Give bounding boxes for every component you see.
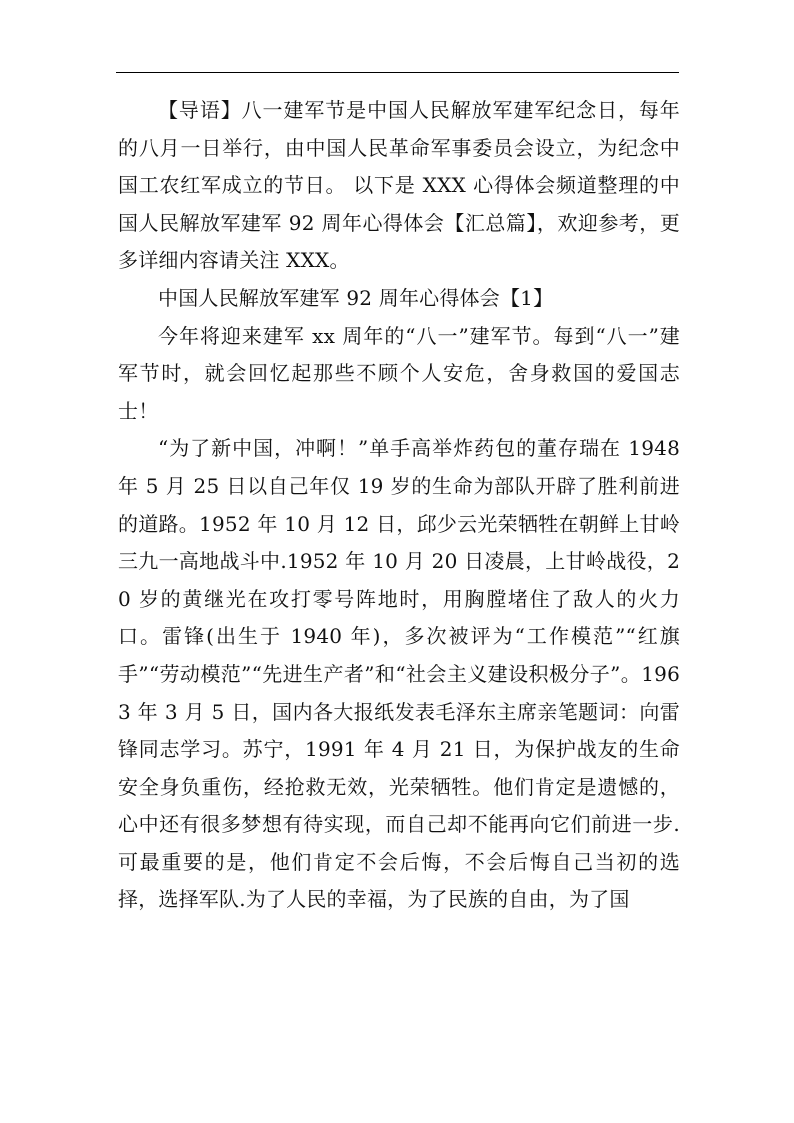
document-body xyxy=(118,92,680,919)
intro-paragraph: 【导语】八一建军节是中国人民解放军建军纪念日，每年的八月一日举行，由中国人民革命军事委员会设立，为纪念中国工农红军成立的节日。 以下是 XXX 心得体会频道整理的中国人民解放军建军 92 周年心得体会【汇总篇】，欢迎参考，更多详细内容请关注 XXX。 xyxy=(118,98,680,273)
paragraph-2: “为了新中国，冲啊！”单手高举炸药包的董存瑞在 1948 年 5 月 25 日以自己年仅 19 岁的生命为部队开辟了胜利前进的道路。1952 年 10 月 12 日，邱少云光荣牺牲在朝鲜上甘岭三九一高地战斗中.1952 年 10 月 20 日凌晨，上甘岭战役，20 岁的黄继光在攻打零号阵地时，用胸膛堵住了敌人的火力口。雷锋(出生于 1940 年)，多次被评为“工作模范”“红旗手”“劳动模范”“先进生产者”和“社会主义建设积极分子”。1963 年 3 月 5 日，国内各大报纸发表毛泽东主席亲笔题词：向雷锋同志学习。苏宁，1991 年 4 月 21 日，为保护战友的生命安全身负重伤，经抢救无效，光荣牺牲。他们肯定是遗憾的，心中还有很多梦想有待实现，而自己却不能再向它们前进一步.可最重要的是，他们肯定不会后悔，不会后悔自己当初的选择，选择军队.为了人民的幸福，为了民族的自由，为了国 xyxy=(118,436,680,912)
header-rule xyxy=(116,72,679,73)
section-title: 中国人民解放军建军 92 周年心得体会【1】 xyxy=(158,285,554,310)
paragraph-1: 今年将迎来建军 xx 周年的“八一”建军节。每到“八一”建军节时，就会回忆起那些不顾个人安危，舍身救国的爱国志士！ xyxy=(118,323,680,423)
